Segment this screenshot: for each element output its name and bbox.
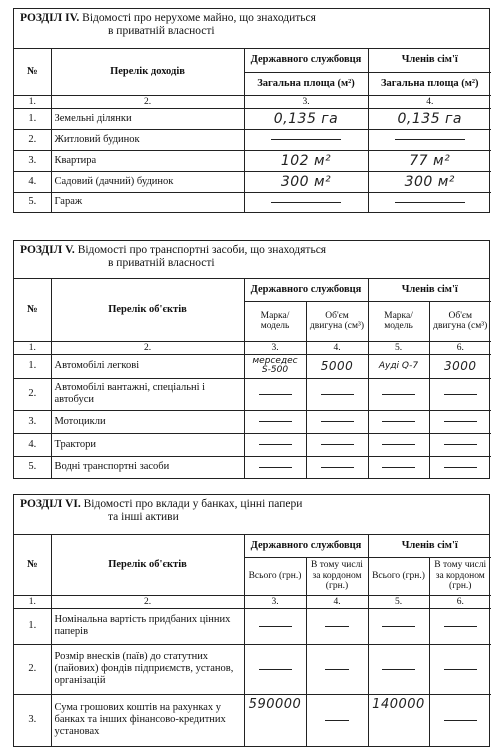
dash-cell xyxy=(244,129,368,150)
sub-engine-family: Об'єм двигуна (см³) xyxy=(429,301,491,341)
sub-abroad-family: В тому числі за кордоном (грн.) xyxy=(429,557,491,595)
row-number: 2. xyxy=(14,129,51,150)
sub-model-official: Марка/ модель xyxy=(244,301,306,341)
idx-cell: 3. xyxy=(244,341,306,354)
table-row xyxy=(14,108,491,129)
row-number: 4. xyxy=(14,433,51,456)
row-label: Трактори xyxy=(51,433,244,456)
section-4-title-line2: в приватній власності xyxy=(108,25,215,37)
idx-cell: 1. xyxy=(14,595,51,608)
dash-mark xyxy=(444,626,477,627)
dash-cell xyxy=(429,433,491,456)
dash-cell xyxy=(306,378,368,410)
dash-mark xyxy=(325,720,350,721)
table-row xyxy=(14,192,491,212)
handwritten-value: 300 м² xyxy=(244,171,368,192)
sub-abroad-official: В тому числі за кордоном (грн.) xyxy=(306,557,368,595)
dash-mark xyxy=(444,394,477,395)
dash-mark xyxy=(395,139,465,140)
dash-mark xyxy=(259,626,292,627)
dash-cell xyxy=(368,644,429,694)
idx-cell: 2. xyxy=(51,95,244,108)
section-5-title-bold: РОЗДІЛ V. xyxy=(20,244,75,256)
dash-mark xyxy=(321,421,354,422)
table-row xyxy=(14,410,491,433)
row-label: Житловий будинок xyxy=(51,129,244,150)
idx-cell: 3. xyxy=(244,95,368,108)
handwritten-value: Ауді Q-7 xyxy=(368,354,429,378)
dash-mark xyxy=(271,202,341,203)
idx-cell: 6. xyxy=(429,341,491,354)
col-official-header: Державного службовця xyxy=(244,49,368,72)
dash-cell xyxy=(244,456,306,478)
section-5-title-line2: в приватній власності xyxy=(108,257,215,269)
sub-area-official: Загальна площа (м²) xyxy=(244,72,368,95)
idx-cell: 2. xyxy=(51,341,244,354)
dash-cell xyxy=(368,608,429,644)
handwritten-value: 0,135 га xyxy=(244,108,368,129)
dash-cell xyxy=(306,456,368,478)
dash-mark xyxy=(271,139,341,140)
row-number: 2. xyxy=(14,644,51,694)
row-number: 1. xyxy=(14,354,51,378)
dash-cell xyxy=(368,129,491,150)
dash-cell xyxy=(368,192,491,212)
row-number: 1. xyxy=(14,608,51,644)
table-row xyxy=(14,608,491,644)
idx-cell: 1. xyxy=(14,95,51,108)
dash-cell xyxy=(368,410,429,433)
row-number: 1. xyxy=(14,108,51,129)
handwritten-value: 77 м² xyxy=(368,150,491,171)
row-number: 5. xyxy=(14,192,51,212)
col-family-header: Членів сім'ї xyxy=(368,49,491,72)
idx-cell: 5. xyxy=(368,595,429,608)
section-6-table xyxy=(14,535,491,746)
sub-total-family: Всього (грн.) xyxy=(368,557,429,595)
table-row xyxy=(14,378,491,410)
col-no-header: № xyxy=(14,535,51,595)
dash-cell xyxy=(244,410,306,433)
section-6-title-line2: та інші активи xyxy=(108,511,179,523)
section-6 xyxy=(13,494,490,747)
idx-cell: 4. xyxy=(306,595,368,608)
dash-cell xyxy=(244,644,306,694)
section-4-table xyxy=(14,49,491,212)
row-label: Номінальна вартість придбаних цінних паперів xyxy=(51,608,244,644)
dash-mark xyxy=(444,467,477,468)
dash-mark xyxy=(259,444,292,445)
table-row xyxy=(14,354,491,378)
table-row xyxy=(14,129,491,150)
idx-cell: 5. xyxy=(368,341,429,354)
dash-cell xyxy=(244,433,306,456)
idx-cell: 4. xyxy=(368,95,491,108)
col-list-header: Перелік об'єктів xyxy=(51,279,244,341)
row-label: Розмір внесків (паїв) до статутних (пайових) фондів підприємств, установ, організацій xyxy=(51,644,244,694)
table-row xyxy=(14,433,491,456)
dash-mark xyxy=(321,394,354,395)
section-6-title-bold: РОЗДІЛ VI. xyxy=(20,498,81,510)
dash-mark xyxy=(444,444,477,445)
col-no-header: № xyxy=(14,49,51,95)
idx-cell: 1. xyxy=(14,341,51,354)
dash-cell xyxy=(368,456,429,478)
handwritten-value: 300 м² xyxy=(368,171,491,192)
row-label: Мотоцикли xyxy=(51,410,244,433)
handwritten-value: мерседес S-500 xyxy=(244,354,306,378)
dash-mark xyxy=(382,394,414,395)
dash-cell xyxy=(429,378,491,410)
dash-cell xyxy=(306,433,368,456)
row-label: Автомобілі вантажні, спеціальні і автобуси xyxy=(51,378,244,410)
dash-cell xyxy=(306,694,368,746)
section-5 xyxy=(13,240,490,479)
handwritten-value: 0,135 га xyxy=(368,108,491,129)
col-no-header: № xyxy=(14,279,51,341)
dash-mark xyxy=(325,626,350,627)
dash-mark xyxy=(444,669,477,670)
row-number: 3. xyxy=(14,410,51,433)
dash-cell xyxy=(368,433,429,456)
dash-mark xyxy=(444,720,477,721)
handwritten-value: 5000 xyxy=(306,354,368,378)
dash-cell xyxy=(306,608,368,644)
dash-mark xyxy=(259,669,292,670)
dash-cell xyxy=(306,410,368,433)
col-family-header: Членів сім'ї xyxy=(368,535,491,557)
row-number: 2. xyxy=(14,378,51,410)
dash-cell xyxy=(244,608,306,644)
dash-mark xyxy=(382,626,414,627)
row-number: 5. xyxy=(14,456,51,478)
sub-area-family: Загальна площа (м²) xyxy=(368,72,491,95)
table-row xyxy=(14,694,491,746)
section-5-header xyxy=(14,241,489,279)
dash-cell xyxy=(429,644,491,694)
idx-cell: 3. xyxy=(244,595,306,608)
row-label: Гараж xyxy=(51,192,244,212)
idx-cell: 6. xyxy=(429,595,491,608)
handwritten-value: 590000 xyxy=(244,694,306,746)
dash-cell xyxy=(429,694,491,746)
section-4-title-line1: Відомості про нерухоме майно, що знаходиться xyxy=(82,12,316,24)
section-4-title-bold: РОЗДІЛ IV. xyxy=(20,12,80,24)
dash-cell xyxy=(429,410,491,433)
section-4-header xyxy=(14,9,489,49)
dash-cell xyxy=(244,192,368,212)
dash-mark xyxy=(444,421,477,422)
dash-mark xyxy=(382,669,414,670)
col-family-header: Членів сім'ї xyxy=(368,279,491,301)
row-number: 3. xyxy=(14,150,51,171)
dash-cell xyxy=(429,608,491,644)
dash-mark xyxy=(259,467,292,468)
handwritten-value: 140000 xyxy=(368,694,429,746)
idx-cell: 2. xyxy=(51,595,244,608)
table-row xyxy=(14,644,491,694)
dash-mark xyxy=(321,467,354,468)
dash-cell xyxy=(429,456,491,478)
section-6-header xyxy=(14,495,489,535)
col-list-header: Перелік доходів xyxy=(51,49,244,95)
sub-engine-official: Об'єм двигуна (см³) xyxy=(306,301,368,341)
section-6-title-line1: Відомості про вклади у банках, цінні папери xyxy=(83,498,303,510)
idx-cell: 4. xyxy=(306,341,368,354)
section-5-table xyxy=(14,279,491,478)
table-row xyxy=(14,150,491,171)
dash-mark xyxy=(259,421,292,422)
dash-mark xyxy=(325,669,350,670)
row-label: Автомобілі легкові xyxy=(51,354,244,378)
dash-mark xyxy=(259,394,292,395)
row-label: Квартира xyxy=(51,150,244,171)
section-5-title-line1: Відомості про транспортні засоби, що знаходяться xyxy=(77,244,327,256)
handwritten-value: 3000 xyxy=(429,354,491,378)
col-official-header: Державного службовця xyxy=(244,535,368,557)
dash-mark xyxy=(395,202,465,203)
dash-mark xyxy=(382,444,414,445)
row-label: Сума грошових коштів на рахунках у банках та інших фінансово-кредитних установах xyxy=(51,694,244,746)
row-number: 3. xyxy=(14,694,51,746)
table-row xyxy=(14,171,491,192)
dash-mark xyxy=(321,444,354,445)
row-label: Водні транспортні засоби xyxy=(51,456,244,478)
row-number: 4. xyxy=(14,171,51,192)
sub-total-official: Всього (грн.) xyxy=(244,557,306,595)
sub-model-family: Марка/ модель xyxy=(368,301,429,341)
dash-cell xyxy=(244,378,306,410)
section-4 xyxy=(13,8,490,213)
col-list-header: Перелік об'єктів xyxy=(51,535,244,595)
col-official-header: Державного службовця xyxy=(244,279,368,301)
dash-cell xyxy=(368,378,429,410)
dash-mark xyxy=(382,421,414,422)
row-label: Садовий (дачний) будинок xyxy=(51,171,244,192)
table-row xyxy=(14,456,491,478)
row-label: Земельні ділянки xyxy=(51,108,244,129)
dash-cell xyxy=(306,644,368,694)
dash-mark xyxy=(382,467,414,468)
handwritten-value: 102 м² xyxy=(244,150,368,171)
